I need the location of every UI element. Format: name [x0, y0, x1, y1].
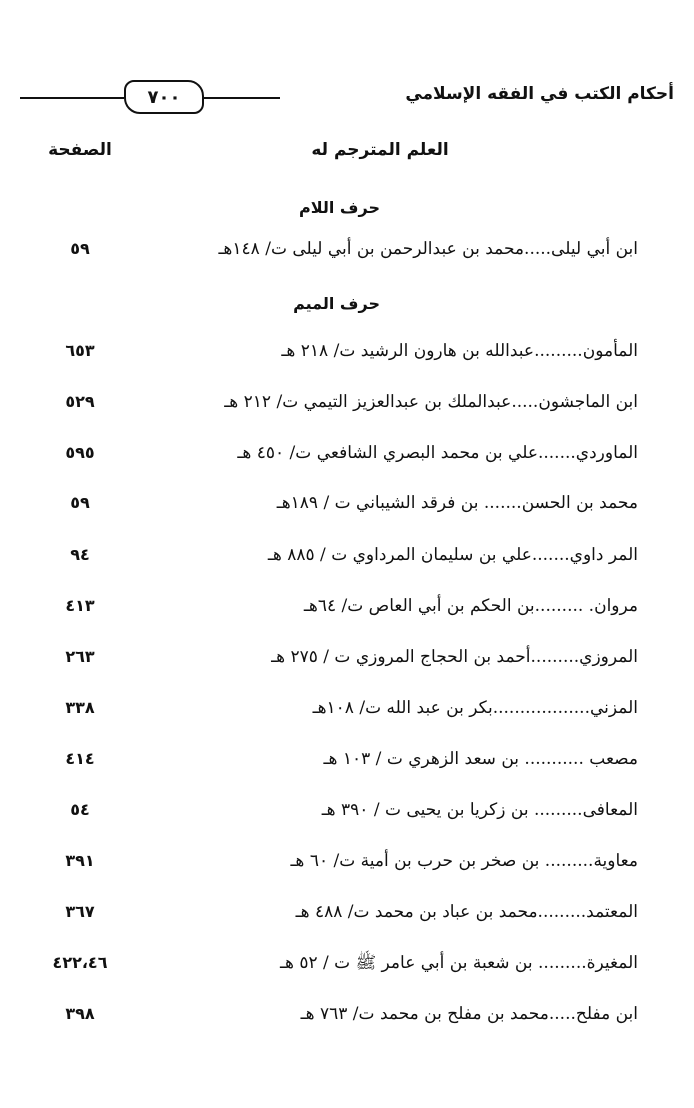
- index-entry: [0, 385, 694, 419]
- entry-name: معاوية......... بن صخر بن حرب بن أمية ت/ ٦٠ هـ: [290, 851, 638, 871]
- index-entry: [0, 589, 694, 623]
- entry-page: ٣٩٨: [65, 1004, 95, 1023]
- entry-name: المزني..................بكر بن عبد الله ت/ ١٠٨هـ: [312, 698, 638, 718]
- column-header-page: الصفحة: [48, 140, 112, 160]
- entry-page: ٩٤: [70, 545, 90, 564]
- index-entry: [0, 538, 694, 572]
- entry-name: محمد بن الحسن....... بن فرقد الشيباني ت / ١٨٩هـ: [276, 493, 638, 513]
- index-entry: [0, 436, 694, 470]
- index-entry: [0, 793, 694, 827]
- entry-page: ٤١٣: [65, 596, 95, 615]
- index-entry: [0, 640, 694, 674]
- entry-name: المعافى......... بن زكريا بن يحيى ت / ٣٩٠ هـ: [321, 800, 638, 820]
- entry-page: ٦٥٣: [65, 341, 95, 360]
- entry-name: مروان. .........بن الحكم بن أبي العاص ت/ ٦٤هـ: [303, 596, 638, 616]
- index-entry: [0, 334, 694, 368]
- entry-name: ابن الماجشون.....عبدالملك بن عبدالعزيز التيمي ت/ ٢١٢ هـ: [224, 392, 638, 412]
- entry-page: ٤٢٢،٤٦: [52, 953, 108, 972]
- index-entry: [0, 895, 694, 929]
- index-entry: [0, 946, 694, 980]
- entry-name: المعتمد.........محمد بن عباد بن محمد ت/ ٤٨٨ هـ: [295, 902, 638, 922]
- entry-name: المروزي.........أحمد بن الحجاج المروزي ت / ٢٧٥ هـ: [271, 647, 638, 667]
- entry-page: ٥٤: [70, 800, 90, 819]
- entry-page: ٣٩١: [65, 851, 95, 870]
- header-rule-left: [20, 97, 124, 99]
- index-entry: [0, 486, 694, 520]
- column-header-name: العلم المترجم له: [311, 140, 449, 160]
- entry-page: ٢٦٣: [65, 647, 95, 666]
- entry-name: المأمون.........عبدالله بن هارون الرشيد ت/ ٢١٨ هـ: [281, 341, 638, 361]
- entry-name: المغيرة......... بن شعبة بن أبي عامر ﷺ ت / ٥٢ هـ: [280, 953, 638, 973]
- entry-page: ٣٦٧: [65, 902, 95, 921]
- entry-page: ٥٩: [70, 239, 90, 258]
- index-entry: [0, 742, 694, 776]
- entry-name: المر داوي.......علي بن سليمان المرداوي ت / ٨٨٥ هـ: [267, 545, 638, 565]
- index-entry: [0, 232, 694, 266]
- page-number: ٧٠٠: [147, 86, 181, 108]
- index-entry: [0, 997, 694, 1031]
- section-heading-lam: حرف اللام: [298, 198, 380, 217]
- entry-name: ابن مفلح.....محمد بن مفلح بن محمد ت/ ٧٦٣ هـ: [300, 1004, 638, 1024]
- page-number-box: [124, 80, 204, 114]
- entry-page: ٤١٤: [65, 749, 95, 768]
- entry-page: ٥٢٩: [65, 392, 95, 411]
- index-entry: [0, 691, 694, 725]
- section-heading-mim: حرف الميم: [293, 294, 380, 313]
- index-entry: [0, 844, 694, 878]
- entry-page: ٥٩٥: [65, 443, 95, 462]
- running-header: [18, 78, 676, 118]
- entry-name: مصعب ........... بن سعد الزهري ت / ١٠٣ هـ: [323, 749, 638, 769]
- entry-name: ابن أبي ليلى.....محمد بن عبدالرحمن بن أبي ليلى ت/ ١٤٨هـ: [218, 239, 638, 259]
- entry-page: ٣٣٨: [65, 698, 95, 717]
- entry-name: الماوردي.......علي بن محمد البصري الشافعي ت/ ٤٥٠ هـ: [237, 443, 638, 463]
- book-title: أحكام الكتب في الفقه الإسلامي: [405, 84, 674, 104]
- header-rule-right: [204, 97, 280, 99]
- entry-page: ٥٩: [70, 493, 90, 512]
